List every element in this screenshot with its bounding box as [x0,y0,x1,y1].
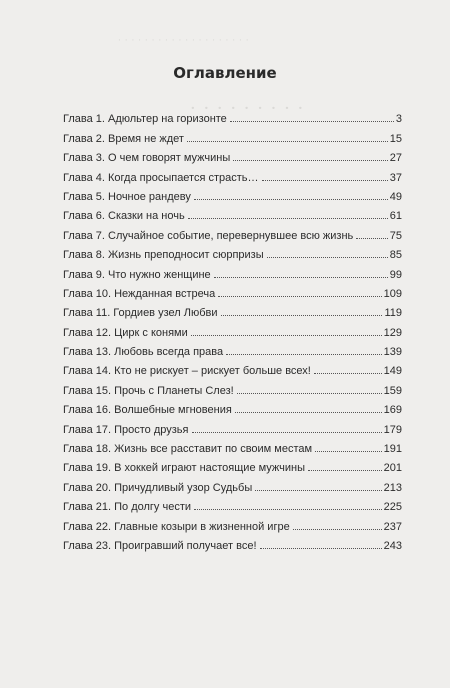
toc-leader-dots [194,199,388,200]
toc-entry-label: Глава 17. Просто друзья [63,423,189,436]
toc-entry-label: Глава 14. Кто не рискует – рискует больше всех! [63,365,311,378]
toc-entry [63,222,402,241]
toc-entry [63,339,402,358]
toc-entry-page-number: 237 [383,520,402,533]
toc-entry-label: Глава 6. Сказки на ночь [63,210,185,223]
toc-entry [63,533,402,552]
toc-entry [63,358,402,377]
bleed-through-text: · · · · · · · · · [190,98,305,119]
toc-leader-dots [237,393,382,394]
toc-entry [63,184,402,203]
toc-entry-label: Глава 16. Волшебные мгновения [63,404,232,417]
toc-entry [63,145,402,164]
toc-leader-dots [293,529,382,530]
toc-entry [63,281,402,300]
toc-leader-dots [191,335,382,336]
toc-leader-dots [262,180,388,181]
toc-entry-label: Глава 8. Жизнь преподносит сюрпризы [63,249,264,262]
toc-leader-dots [267,257,388,258]
toc-entry [63,125,402,144]
toc-leader-dots [356,238,387,239]
toc-entry-page-number: 139 [383,346,402,359]
toc-entry-page-number: 37 [389,171,402,184]
toc-entry-page-number: 159 [383,384,402,397]
toc-entry [63,261,402,280]
toc-entry [63,300,402,319]
toc-leader-dots [188,218,388,219]
toc-entry-page-number: 149 [383,365,402,378]
toc-entry-page-number: 49 [389,190,402,203]
toc-leader-dots [315,451,382,452]
toc-leader-dots [314,373,382,374]
toc-leader-dots [226,354,382,355]
toc-entry-page-number: 243 [383,539,402,552]
toc-entry-label: Глава 18. Жизнь все расставит по своим местам [63,443,313,456]
toc-entry-label: Глава 12. Цирк с конями [63,326,188,339]
toc-entry-label: Глава 15. Прочь с Планеты Слез! [63,384,234,397]
toc-entry [63,164,402,183]
toc-entry-label: Глава 3. О чем говорят мужчины [63,152,231,165]
toc-leader-dots [260,548,382,549]
toc-entry-label: Глава 2. Время не ждет [63,132,184,145]
toc-entry-label: Глава 11. Гордиев узел Любви [63,307,218,320]
toc-entry-label: Глава 13. Любовь всегда права [63,346,224,359]
toc-leader-dots [221,315,383,316]
toc-entry-page-number: 119 [384,307,402,320]
toc-entry [63,242,402,261]
toc-entry-label: Глава 19. В хоккей играют настоящие мужчины [63,462,306,475]
toc-entry-label: Глава 1. Адюльтер на горизонте [63,113,227,126]
toc-leader-dots [192,432,382,433]
toc-entry-page-number: 213 [383,481,402,494]
toc-entry-label: Глава 4. Когда просыпается страсть… [63,171,259,184]
toc-entry [63,377,402,396]
toc-entry-page-number: 169 [383,404,402,417]
toc-entry-page-number: 3 [395,113,402,126]
toc-entry-page-number: 179 [383,423,402,436]
toc-leader-dots [194,509,382,510]
toc-leader-dots [308,470,382,471]
toc-leader-dots [235,412,382,413]
toc-entry-label: Глава 21. По долгу чести [63,501,192,514]
toc-entry [63,203,402,222]
toc-entry [63,494,402,513]
toc-leader-dots [230,121,394,122]
toc-entry [63,513,402,532]
toc-entry-page-number: 191 [383,443,402,456]
toc-entry-label: Глава 20. Причудливый узор Судьбы [63,481,253,494]
toc-entry-page-number: 201 [383,462,402,475]
toc-leader-dots [214,277,388,278]
toc-entry-page-number: 225 [383,501,402,514]
toc-leader-dots [233,160,387,161]
toc-entry-label: Глава 23. Проигравший получает все! [63,539,257,552]
toc-entry-page-number: 99 [389,268,402,281]
toc-entry-page-number: 109 [383,287,402,300]
toc-entry-label: Глава 7. Случайное событие, перевернувшее всю жизнь [63,229,354,242]
toc-entry-page-number: 61 [389,210,402,223]
toc-entry-label: Глава 10. Нежданная встреча [63,287,216,300]
toc-entry [63,319,402,338]
toc-entry [63,106,402,125]
toc-entry-page-number: 129 [383,326,402,339]
toc-leader-dots [187,141,388,142]
toc-leader-dots [218,296,381,297]
toc-entry [63,474,402,493]
toc-entry [63,397,402,416]
toc-entry-page-number: 75 [389,229,402,242]
toc-entry-label: Глава 22. Главные козыри в жизненной игре [63,520,290,533]
toc-entry [63,416,402,435]
toc-entry [63,455,402,474]
bleed-through-text: · · · · · · · · · · · · · · · · · · · · [118,36,250,46]
toc-leader-dots [255,490,381,491]
toc-entry [63,436,402,455]
toc-entry-page-number: 15 [389,132,402,145]
toc-entry-page-number: 85 [389,249,402,262]
toc-heading: Оглавление [173,64,277,82]
toc-entry-label: Глава 5. Ночное рандеву [63,190,191,203]
table-of-contents [63,106,402,552]
toc-entry-label: Глава 9. Что нужно женщине [63,268,211,281]
toc-entry-page-number: 27 [389,152,402,165]
